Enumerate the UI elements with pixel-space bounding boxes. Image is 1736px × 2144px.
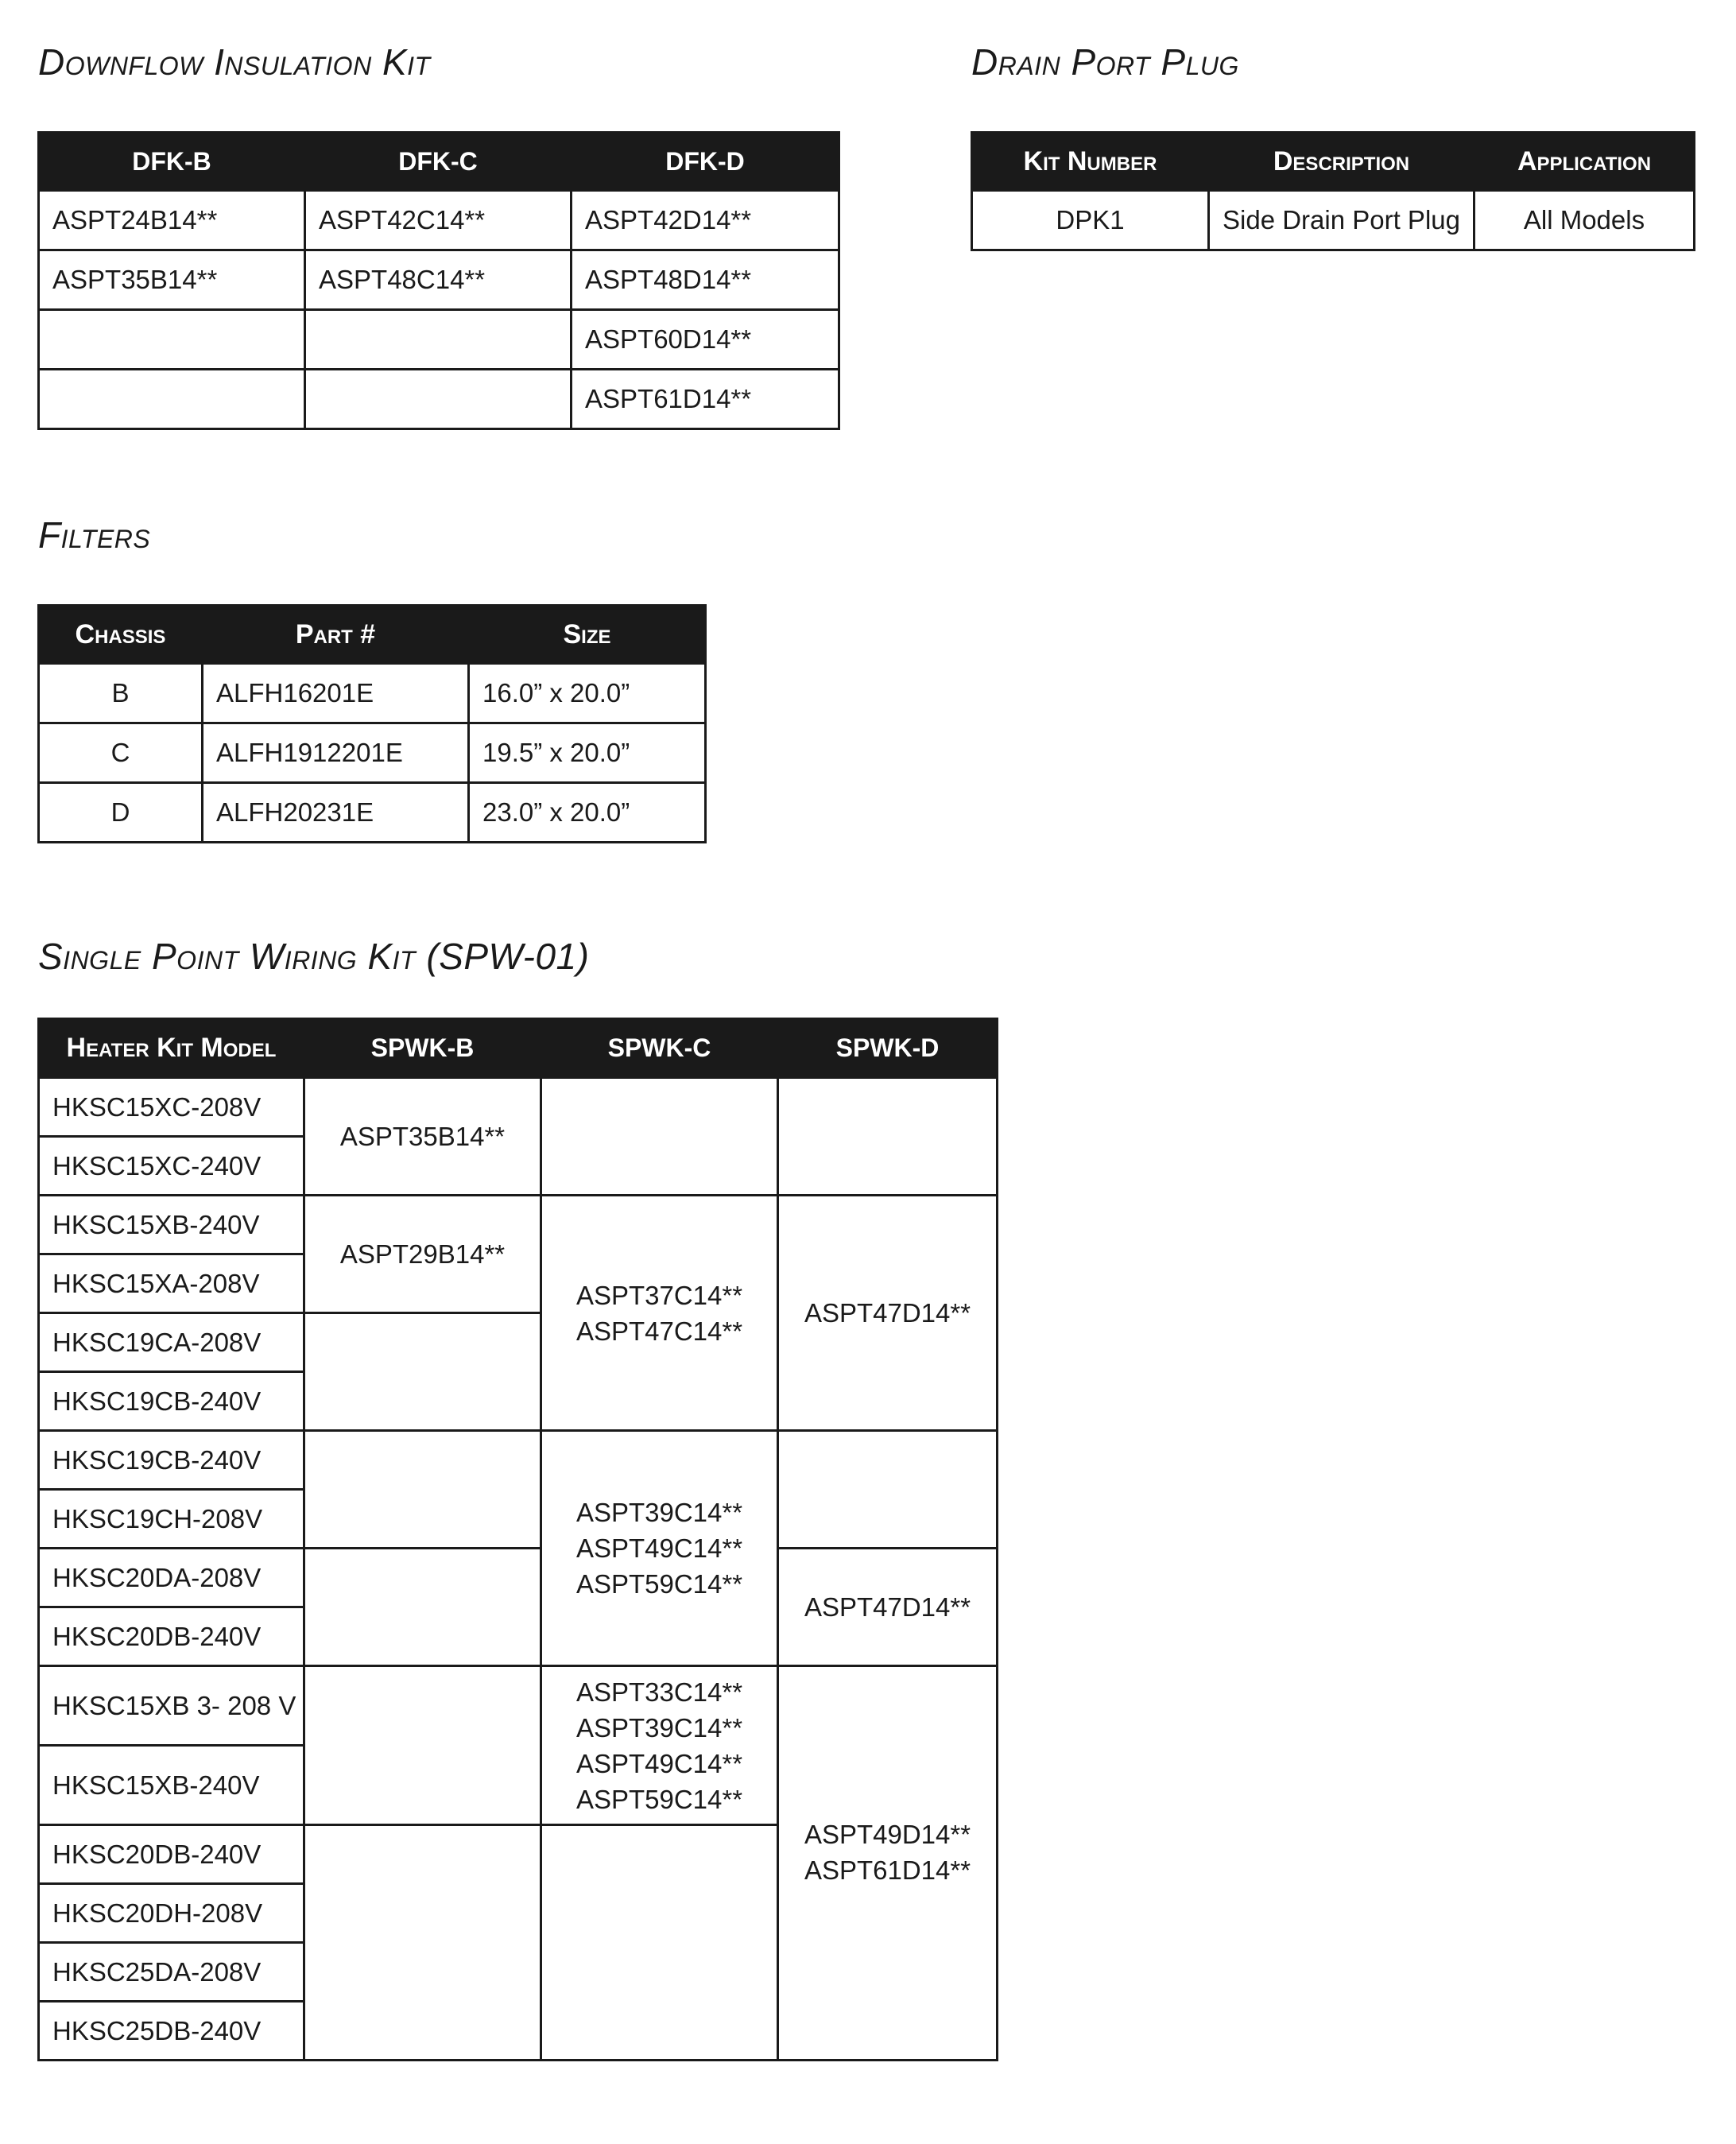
heater-model-cell: HKSC15XC-208V <box>39 1078 304 1137</box>
header-part-number: Part # <box>203 606 469 664</box>
heater-model-cell: HKSC15XB-240V <box>39 1746 304 1825</box>
spwk-d-value: ASPT61D14** <box>804 1855 971 1885</box>
table-cell: 23.0” x 20.0” <box>469 783 706 843</box>
filters-title: Filters <box>38 514 151 556</box>
table-cell: All Models <box>1474 191 1695 250</box>
spwk-d-cell <box>778 1431 998 1549</box>
table-cell: 19.5” x 20.0” <box>469 723 706 783</box>
spwk-c-value: ASPT49C14** <box>575 1748 743 1778</box>
table-cell: ASPT42C14** <box>305 191 572 250</box>
header-spwk-b: SPWK-B <box>304 1019 541 1078</box>
header-heater-kit-model: Heater Kit Model <box>39 1019 304 1078</box>
table-cell <box>39 310 305 370</box>
spwk-c-cell <box>541 1666 778 1825</box>
table-cell: ASPT35B14** <box>39 250 305 310</box>
table-cell: DPK1 <box>972 191 1209 250</box>
header-chassis: Chassis <box>39 606 203 664</box>
heater-model-cell: HKSC15XC-240V <box>39 1137 304 1196</box>
table-row <box>39 191 839 250</box>
heater-model-cell: HKSC15XB 3- 208 V <box>39 1666 304 1746</box>
spwk-b-cell <box>304 1825 541 2061</box>
spwk-d-cell <box>778 1549 998 1666</box>
header-spwk-c: SPWK-C <box>541 1019 778 1078</box>
table-cell <box>305 370 572 429</box>
spwk-c-value: ASPT47C14** <box>575 1316 743 1346</box>
table-cell: ALFH1912201E <box>203 723 469 783</box>
spwk-c-value: ASPT39C14** <box>575 1712 743 1743</box>
spwk-b-cell <box>304 1549 541 1666</box>
table-row <box>39 1549 998 1607</box>
header-dfk-b: DFK-B <box>39 133 305 191</box>
spwk-d-cell <box>778 1196 998 1431</box>
table-header-row <box>39 606 706 664</box>
spwk-c-value: ASPT39C14** <box>575 1498 743 1527</box>
spw-table <box>37 1018 998 2061</box>
spw-title: Single Point Wiring Kit (SPW-01) <box>38 936 590 977</box>
table-cell: ASPT60D14** <box>572 310 839 370</box>
table-cell: ASPT61D14** <box>572 370 839 429</box>
header-dfk-d: DFK-D <box>572 133 839 191</box>
heater-model-cell: HKSC15XB-240V <box>39 1196 304 1254</box>
table-cell: ASPT48C14** <box>305 250 572 310</box>
table-row <box>39 370 839 429</box>
table-cell <box>39 370 305 429</box>
spwk-b-cell <box>304 1666 541 1825</box>
header-description: Description <box>1209 133 1474 191</box>
downflow-table <box>37 131 840 430</box>
table-cell: ALFH20231E <box>203 783 469 843</box>
table-cell: C <box>39 723 203 783</box>
table-row <box>39 250 839 310</box>
heater-model-cell: HKSC25DB-240V <box>39 2002 304 2061</box>
spwk-c-cell <box>541 1196 778 1431</box>
table-row <box>39 1431 998 1490</box>
table-cell: ASPT48D14** <box>572 250 839 310</box>
spwk-d-value: ASPT49D14** <box>804 1819 971 1849</box>
heater-model-cell: HKSC19CA-208V <box>39 1313 304 1372</box>
table-cell: ASPT42D14** <box>572 191 839 250</box>
spwk-d-value: ASPT47D14** <box>804 1297 971 1328</box>
spwk-c-cell <box>541 1078 778 1196</box>
header-size: Size <box>469 606 706 664</box>
heater-model-cell: HKSC19CH-208V <box>39 1490 304 1549</box>
spwk-c-cell <box>541 1825 778 2061</box>
table-header-row <box>972 133 1695 191</box>
spwk-b-cell <box>304 1431 541 1549</box>
table-header-row <box>39 133 839 191</box>
filters-table <box>37 604 707 843</box>
spwk-c-value: ASPT33C14** <box>575 1677 743 1707</box>
table-cell <box>305 310 572 370</box>
table-row <box>39 1666 998 1746</box>
drain-title: Drain Port Plug <box>971 41 1239 83</box>
table-cell: ALFH16201E <box>203 664 469 723</box>
spwk-b-cell <box>304 1313 541 1431</box>
table-header-row <box>39 1019 998 1078</box>
spwk-c-cell <box>541 1431 778 1666</box>
header-application: Application <box>1474 133 1695 191</box>
header-dfk-c: DFK-C <box>305 133 572 191</box>
table-cell: D <box>39 783 203 843</box>
spwk-c-value: ASPT59C14** <box>575 1569 743 1599</box>
heater-model-cell: HKSC15XA-208V <box>39 1254 304 1313</box>
downflow-title: Downflow Insulation Kit <box>38 41 431 83</box>
header-kit-number: Kit Number <box>972 133 1209 191</box>
table-cell: B <box>39 664 203 723</box>
spwk-d-cell <box>778 1666 998 2061</box>
table-row <box>39 310 839 370</box>
table-cell: ASPT24B14** <box>39 191 305 250</box>
table-row <box>972 191 1695 250</box>
spwk-c-value: ASPT49C14** <box>575 1533 743 1563</box>
heater-model-cell: HKSC25DA-208V <box>39 1943 304 2002</box>
heater-model-cell: HKSC19CB-240V <box>39 1372 304 1431</box>
table-row <box>39 723 706 783</box>
heater-model-cell: HKSC19CB-240V <box>39 1431 304 1490</box>
table-row <box>39 1196 998 1254</box>
drain-table <box>971 131 1695 251</box>
heater-model-cell: HKSC20DH-208V <box>39 1884 304 1943</box>
spwk-d-value: ASPT47D14** <box>804 1592 971 1622</box>
table-row <box>39 783 706 843</box>
table-cell: 16.0” x 20.0” <box>469 664 706 723</box>
table-row <box>39 664 706 723</box>
spwk-c-value: ASPT37C14** <box>575 1280 743 1310</box>
table-row <box>39 1078 998 1137</box>
heater-model-cell: HKSC20DB-240V <box>39 1607 304 1666</box>
heater-model-cell: HKSC20DA-208V <box>39 1549 304 1607</box>
spwk-b-cell: ASPT29B14** <box>304 1196 541 1313</box>
header-spwk-d: SPWK-D <box>778 1019 998 1078</box>
spwk-c-value: ASPT59C14** <box>575 1784 743 1814</box>
spwk-d-cell <box>778 1078 998 1196</box>
spwk-b-cell: ASPT35B14** <box>304 1078 541 1196</box>
heater-model-cell: HKSC20DB-240V <box>39 1825 304 1884</box>
table-cell: Side Drain Port Plug <box>1209 191 1474 250</box>
